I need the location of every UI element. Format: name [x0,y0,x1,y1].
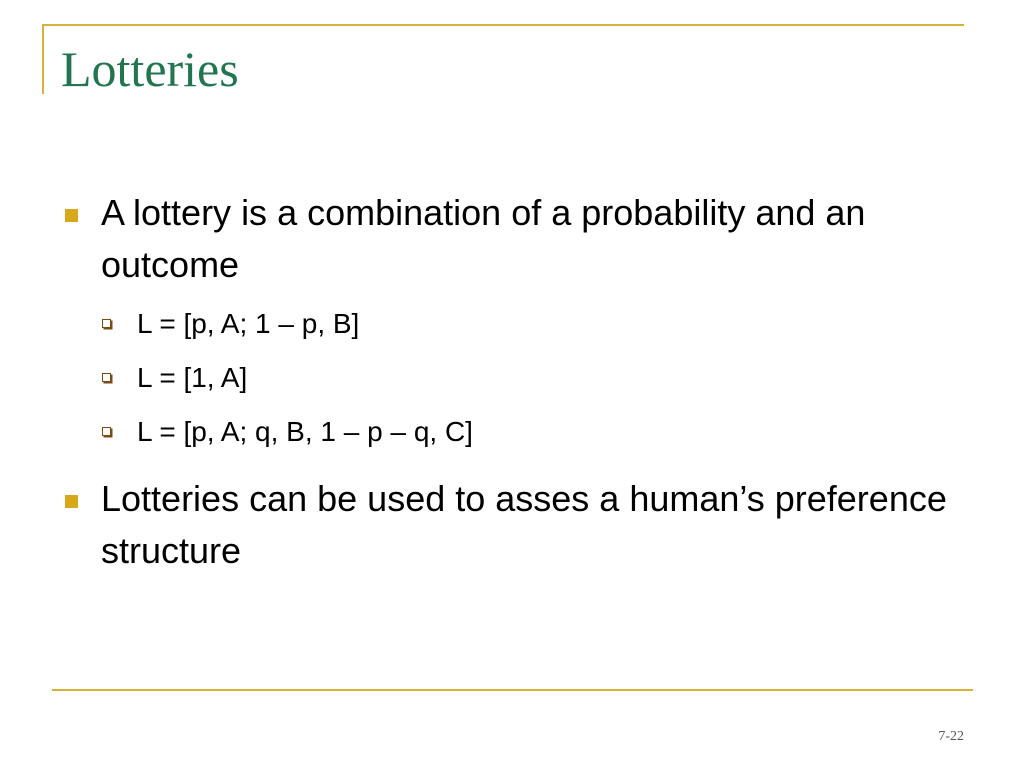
sub-bullet-lottery-certain [137,351,1024,405]
hollow-square-bullet-icon [102,373,111,382]
sub-bullet-text: L = [p, A; q, B, 1 – p – q, C] [137,416,473,447]
sub-bullet-lottery-three-outcomes [137,405,1024,459]
sub-bullet-text: L = [1, A] [137,362,248,393]
page-number: 7-22 [938,729,964,744]
bullet-lottery-preference [101,473,961,577]
hollow-square-bullet-icon [102,427,111,436]
bullet-text: A lottery is a combination of a probability and an outcome [101,192,866,285]
square-bullet-icon [65,209,78,222]
slide-title: Lotteries [61,41,239,97]
square-bullet-icon [65,495,78,508]
hollow-square-bullet-icon [102,319,111,328]
frame-left-rule [42,24,44,94]
sub-bullet-text: L = [p, A; 1 – p, B] [137,308,360,339]
sub-bullet-lottery-two-outcomes [137,297,1024,351]
frame-top-rule [42,24,964,26]
bullet-text: Lotteries can be used to asses a human’s preference structure [101,478,947,571]
frame-bottom-rule [52,689,973,691]
slide-content [0,187,1024,577]
sub-bullet-list [0,297,1024,459]
bullet-lottery-definition [101,187,961,291]
